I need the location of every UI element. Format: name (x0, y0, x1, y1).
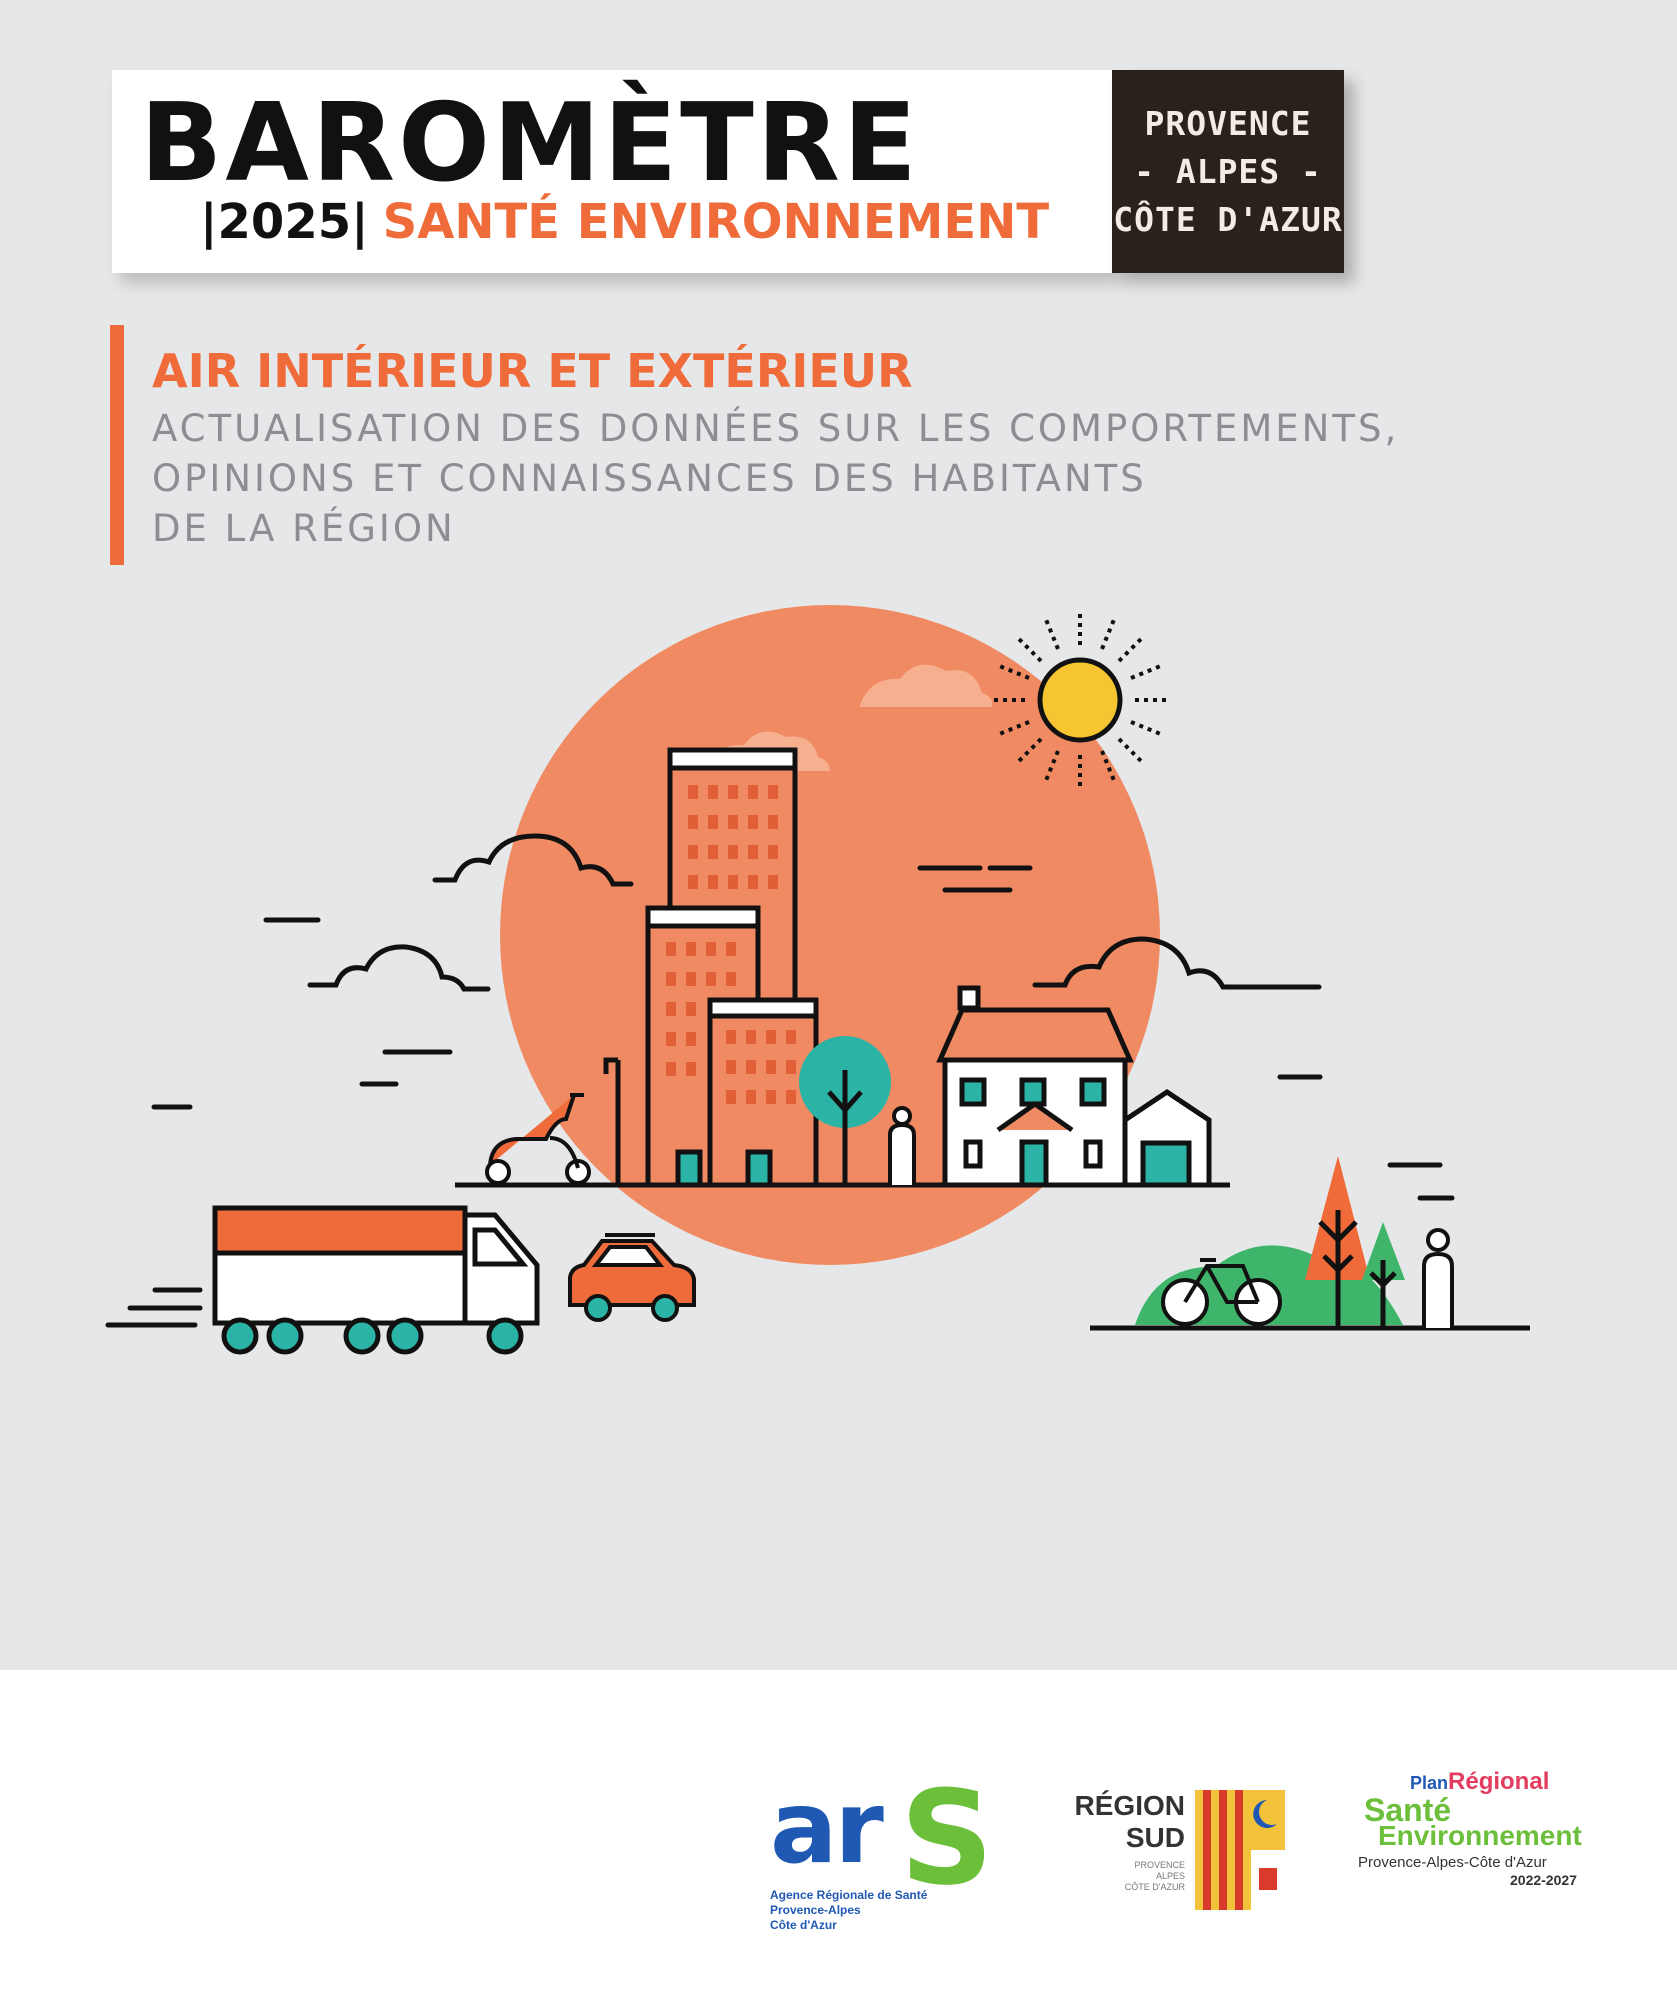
ars-s-letter: S (900, 1762, 994, 1914)
prse-regional: Régional (1448, 1768, 1550, 1795)
ars-caption (770, 1888, 927, 1933)
region-sud-sub-3: CÔTE D'AZUR (1124, 1882, 1185, 1892)
region-line-3: CÔTE D'AZUR (1113, 199, 1343, 239)
section-description (152, 404, 1632, 554)
description-line-2: OPINIONS ET CONNAISSANCES DES HABITANTS (152, 457, 1147, 500)
subtitle-row (200, 194, 1050, 250)
truck-icon (215, 1208, 537, 1352)
person-icon (890, 1108, 914, 1185)
prse-logo (1350, 1768, 1610, 1918)
logos-footer (0, 1670, 1677, 2000)
prse-plan: Plan (1410, 1773, 1449, 1793)
ars-letters: ar (770, 1769, 881, 1886)
region-sud-line-2: SUD (1125, 1822, 1185, 1853)
region-sud-text (1055, 1790, 1185, 1854)
region-sud-logo (1055, 1790, 1295, 1940)
house-icon (940, 988, 1209, 1185)
ars-caption-line-2: Provence-Alpes (770, 1903, 861, 1917)
year-label: |2025| (200, 194, 369, 250)
section-title: AIR INTÉRIEUR ET EXTÉRIEUR (152, 344, 913, 398)
car-icon (570, 1235, 694, 1320)
prse-sante: Santé (1364, 1792, 1452, 1828)
ars-logo (770, 1762, 994, 1948)
subtitle: SANTÉ ENVIRONNEMENT (382, 194, 1050, 250)
prse-environnement: Environnement (1378, 1820, 1582, 1851)
park-person-icon (1424, 1230, 1452, 1328)
city-illustration (100, 590, 1560, 1360)
truck-speed-lines (108, 1290, 200, 1325)
region-line-1: PROVENCE (1144, 103, 1312, 143)
title-block (112, 70, 1112, 273)
region-sud-sub (1095, 1860, 1185, 1893)
region-sud-line-1: RÉGION (1074, 1790, 1185, 1821)
ars-caption-line-1: Agence Régionale de Santé (770, 1888, 928, 1902)
description-line-3: DE LA RÉGION (152, 507, 456, 550)
region-badge (1112, 70, 1344, 273)
region-sud-shield-icon (1195, 1790, 1285, 1910)
ars-caption-line-3: Côte d'Azur (770, 1918, 837, 1932)
prse-region: Provence-Alpes-Côte d'Azur (1358, 1854, 1547, 1871)
region-sud-sub-2: ALPES (1155, 1871, 1185, 1881)
accent-bar (110, 325, 124, 565)
description-line-1: ACTUALISATION DES DONNÉES SUR LES COMPORTEMENTS, (152, 407, 1400, 450)
page-title: BAROMÈTRE (140, 81, 920, 206)
region-sud-sub-1: PROVENCE (1134, 1860, 1185, 1870)
prse-years: 2022-2027 (1510, 1872, 1577, 1888)
region-line-2: - ALPES - (1134, 151, 1322, 191)
